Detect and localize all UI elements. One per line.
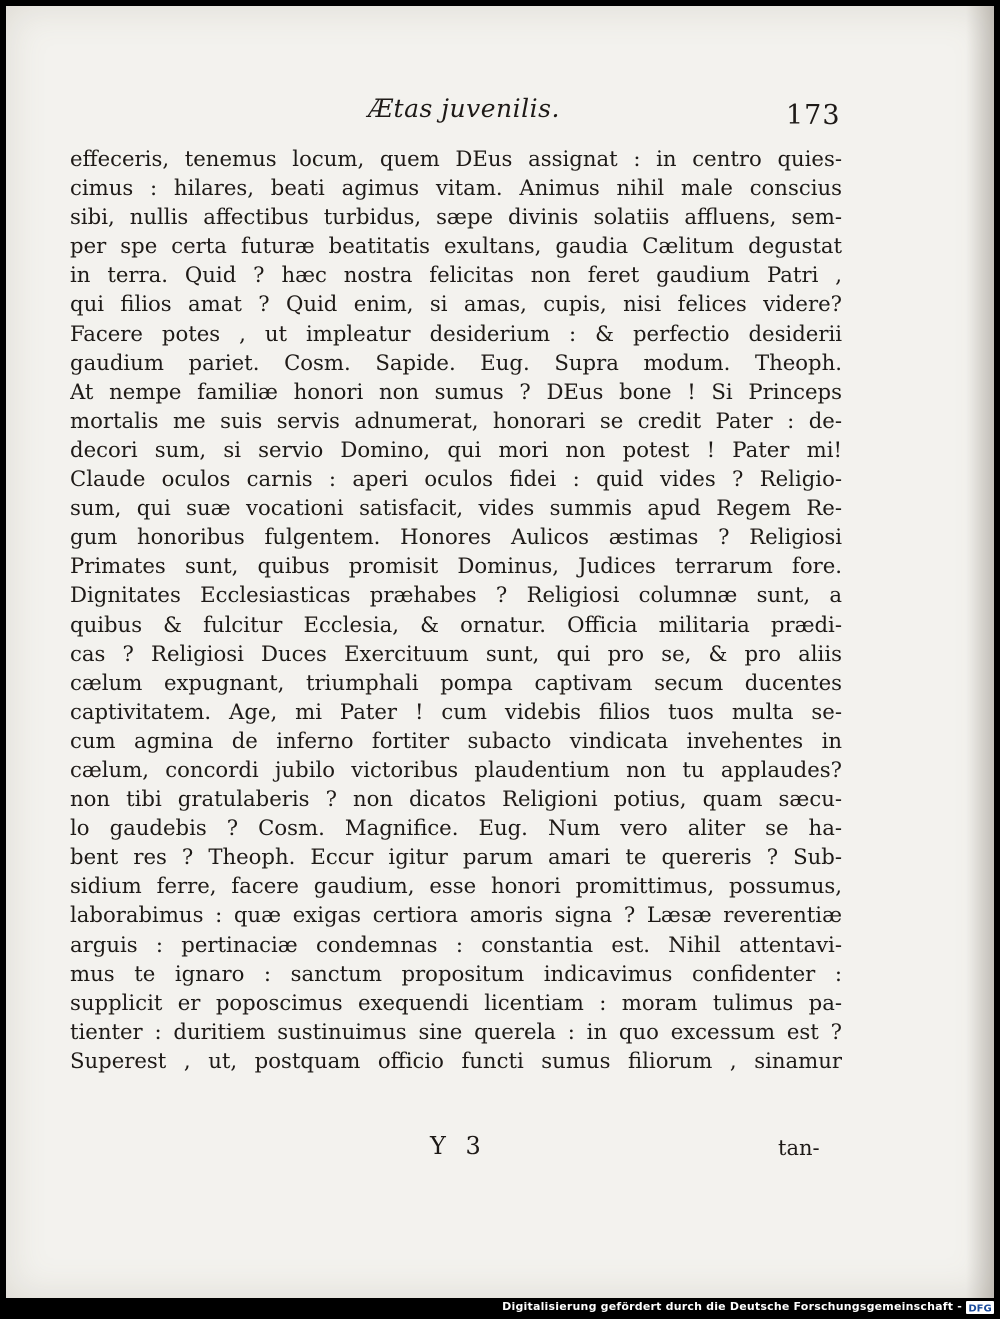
text-line: Dignitates Ecclesiasticas præhabes ? Religiosi columnæ sunt, a bbox=[70, 582, 842, 608]
text-line: cimus : hilares, beati agimus vitam. Animus nihil male conscius bbox=[70, 175, 842, 201]
dfg-logo-text: DFG bbox=[968, 1303, 992, 1314]
text-line: captivitatem. Age, mi Pater ! cum videbis filios tuos multa se- bbox=[70, 698, 842, 724]
text-line: Facere potes , ut impleatur desiderium : & perfectio desiderii bbox=[70, 320, 842, 346]
text-line: bent res ? Theoph. Eccur igitur parum amari te quereris ? Sub- bbox=[70, 844, 842, 870]
running-head bbox=[6, 92, 994, 132]
page-foot bbox=[6, 1132, 994, 1168]
text-line: non tibi gratulaberis ? non dicatos Religioni potius, quam sæcu- bbox=[70, 786, 842, 812]
text-line: in terra. Quid ? hæc nostra felicitas non feret gaudium Patri , bbox=[70, 262, 842, 288]
text-line: arguis : pertinaciæ condemnas : constantia est. Nihil attentavi- bbox=[70, 931, 842, 957]
text-line: quibus & fulcitur Ecclesia, & ornatur. Officia militaria prædi- bbox=[70, 611, 842, 637]
text-line: decori sum, si servio Domino, qui mori non potest ! Pater mi! bbox=[70, 436, 842, 462]
text-line: cum agmina de inferno fortiter subacto vindicata invehentes in bbox=[70, 727, 842, 753]
catchword: tan- bbox=[778, 1136, 820, 1160]
text-line: qui filios amat ? Quid enim, si amas, cupis, nisi felices videre? bbox=[70, 291, 842, 317]
text-line: At nempe familiæ honori non sumus ? DEus bone ! Si Princeps bbox=[70, 378, 842, 404]
text-line: supplicit er poposcimus exequendi licentiam : moram tulimus pa- bbox=[70, 989, 842, 1015]
text-line: Primates sunt, quibus promisit Dominus, Judices terrarum fore. bbox=[70, 553, 842, 579]
text-line: mortalis me suis servis adnumerat, honorari se credit Pater : de- bbox=[70, 407, 842, 433]
text-line: sibi, nullis affectibus turbidus, sæpe divinis solatiis affluens, sem- bbox=[70, 204, 842, 230]
text-line: Claude oculos carnis : aperi oculos fidei : quid vides ? Religio- bbox=[70, 466, 842, 492]
text-line: sidium ferre, facere gaudium, esse honori promittimus, possumus, bbox=[70, 873, 842, 899]
text-line: mus te ignaro : sanctum propositum indicavimus confidenter : bbox=[70, 960, 842, 986]
book-page bbox=[6, 6, 994, 1298]
text-line: cas ? Religiosi Duces Exercituum sunt, qui pro se, & pro aliis bbox=[70, 640, 842, 666]
page-edge-shadow bbox=[966, 6, 994, 1298]
page-number: 173 bbox=[786, 100, 841, 131]
text-line: lo gaudebis ? Cosm. Magnifice. Eug. Num vero aliter se ha- bbox=[70, 815, 842, 841]
text-line: sum, qui suæ vocationi satisfacit, vides summis apud Regem Re- bbox=[70, 495, 842, 521]
text-line: gaudium pariet. Cosm. Sapide. Eug. Supra modum. Theoph. bbox=[70, 349, 842, 375]
running-title: Ætas juvenilis. bbox=[368, 94, 560, 123]
text-line: Superest , ut, postquam officio functi sumus filiorum , sinamur bbox=[70, 1047, 842, 1073]
text-line: gum honoribus fulgentem. Honores Aulicos æstimas ? Religiosi bbox=[70, 524, 842, 550]
credit-text: Digitalisierung gefördert durch die Deutsche Forschungsgemeinschaft - bbox=[502, 1300, 962, 1313]
text-line: cælum expugnant, triumphali pompa captivam secum ducentes bbox=[70, 669, 842, 695]
text-line: per spe certa futuræ beatitatis exultans, gaudia Cælitum degustat bbox=[70, 233, 842, 259]
credit-bar bbox=[0, 1298, 1000, 1319]
body-text bbox=[70, 144, 842, 1075]
dfg-logo-icon bbox=[966, 1301, 994, 1314]
text-line: laborabimus : quæ exigas certiora amoris signa ? Læsæ reverentiæ bbox=[70, 902, 842, 928]
text-line: effeceris, tenemus locum, quem DEus assignat : in centro quies- bbox=[70, 146, 842, 171]
signature-mark: Y 3 bbox=[430, 1132, 487, 1160]
text-line: tienter : duritiem sustinuimus sine querela : in quo excessum est ? bbox=[70, 1018, 842, 1044]
text-line: cælum, concordi jubilo victoribus plaudentium non tu applaudes? bbox=[70, 756, 842, 782]
